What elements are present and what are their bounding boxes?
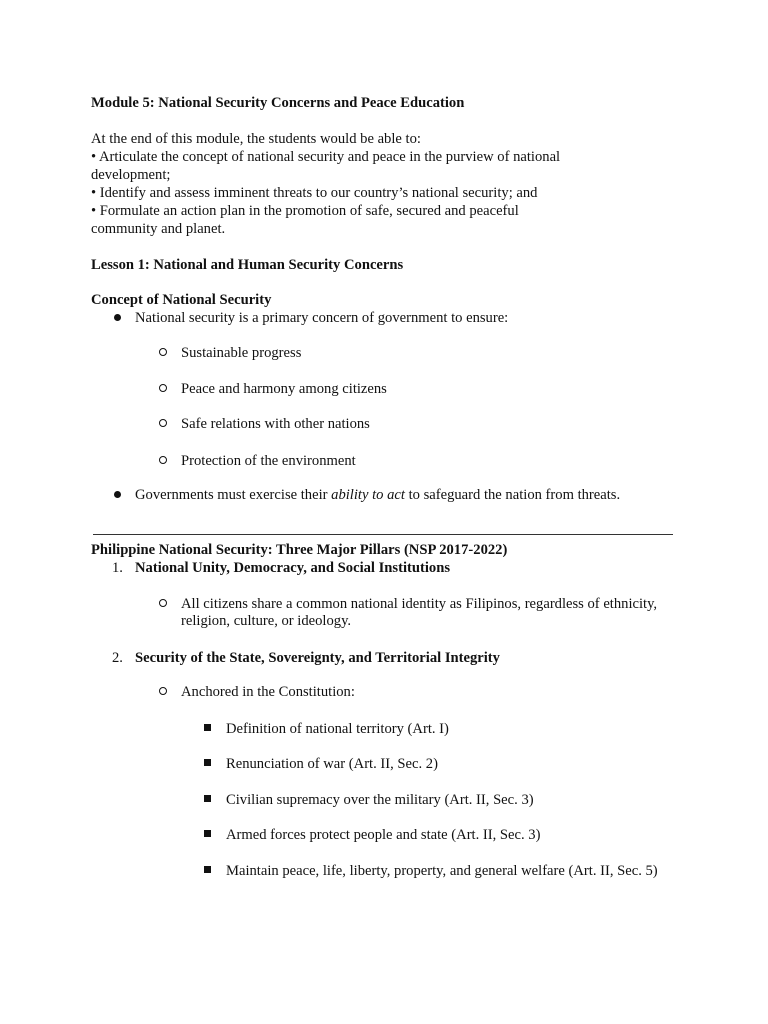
square-bullet-icon — [204, 724, 211, 731]
section-divider — [93, 534, 673, 535]
objective-3-line-2: community and planet. — [91, 221, 226, 237]
bullet-dot-icon — [114, 314, 121, 321]
hollow-circle-bullet-icon — [159, 456, 167, 464]
concept-subitem-2: Peace and harmony among citizens — [181, 381, 387, 397]
pillar-2-title: Security of the State, Sovereignty, and Territorial Integrity — [135, 650, 500, 666]
concept-subitem-3: Safe relations with other nations — [181, 416, 370, 432]
pillars-heading: Philippine National Security: Three Major Pillars (NSP 2017-2022) — [91, 542, 508, 558]
lesson-title: Lesson 1: National and Human Security Concerns — [91, 257, 404, 273]
hollow-circle-bullet-icon — [159, 599, 167, 607]
concept-subitem-4: Protection of the environment — [181, 453, 356, 469]
concept-bullet-2-before: Governments must exercise their — [135, 487, 332, 503]
objective-1-line-1: • Articulate the concept of national security and peace in the purview of national — [91, 149, 561, 165]
pillar-1-sub-line-1: All citizens share a common national identity as Filipinos, regardless of ethnicity, — [181, 596, 658, 612]
square-bullet-icon — [204, 866, 211, 873]
pillar-2-number: 2. — [112, 650, 123, 666]
bullet-dot-icon — [114, 491, 121, 498]
concept-heading: Concept of National Security — [91, 292, 272, 308]
pillar-2-subsub-1: Definition of national territory (Art. I) — [226, 721, 449, 737]
square-bullet-icon — [204, 830, 211, 837]
concept-bullet-2-emphasis: ability to act — [331, 487, 405, 503]
concept-bullet-1: National security is a primary concern of government to ensure: — [135, 310, 509, 326]
pillar-2-subsub-4: Armed forces protect people and state (Art. II, Sec. 3) — [226, 827, 541, 843]
pillar-1-number: 1. — [112, 560, 123, 576]
concept-subitem-1: Sustainable progress — [181, 345, 302, 361]
hollow-circle-bullet-icon — [159, 384, 167, 392]
pillar-2-subsub-2: Renunciation of war (Art. II, Sec. 2) — [226, 756, 438, 772]
hollow-circle-bullet-icon — [159, 419, 167, 427]
pillar-2-subsub-5: Maintain peace, life, liberty, property, and general welfare (Art. II, Sec. 5) — [226, 863, 658, 879]
pillar-2-sub: Anchored in the Constitution: — [181, 684, 355, 700]
pillar-2-subsub-3: Civilian supremacy over the military (Art. II, Sec. 3) — [226, 792, 534, 808]
pillar-1-title: National Unity, Democracy, and Social Institutions — [135, 560, 451, 576]
objective-2: • Identify and assess imminent threats to our country’s national security; and — [91, 185, 538, 201]
concept-bullet-2 — [135, 486, 620, 504]
square-bullet-icon — [204, 795, 211, 802]
square-bullet-icon — [204, 759, 211, 766]
hollow-circle-bullet-icon — [159, 687, 167, 695]
module-title: Module 5: National Security Concerns and Peace Education — [91, 95, 465, 111]
pillar-1-sub-line-2: religion, culture, or ideology. — [181, 613, 352, 629]
concept-bullet-2-after: to safeguard the nation from threats. — [404, 487, 621, 503]
objectives-intro: At the end of this module, the students would be able to: — [91, 131, 421, 147]
hollow-circle-bullet-icon — [159, 348, 167, 356]
objective-1-line-2: development; — [91, 167, 171, 183]
objective-3-line-1: • Formulate an action plan in the promotion of safe, secured and peaceful — [91, 203, 519, 219]
